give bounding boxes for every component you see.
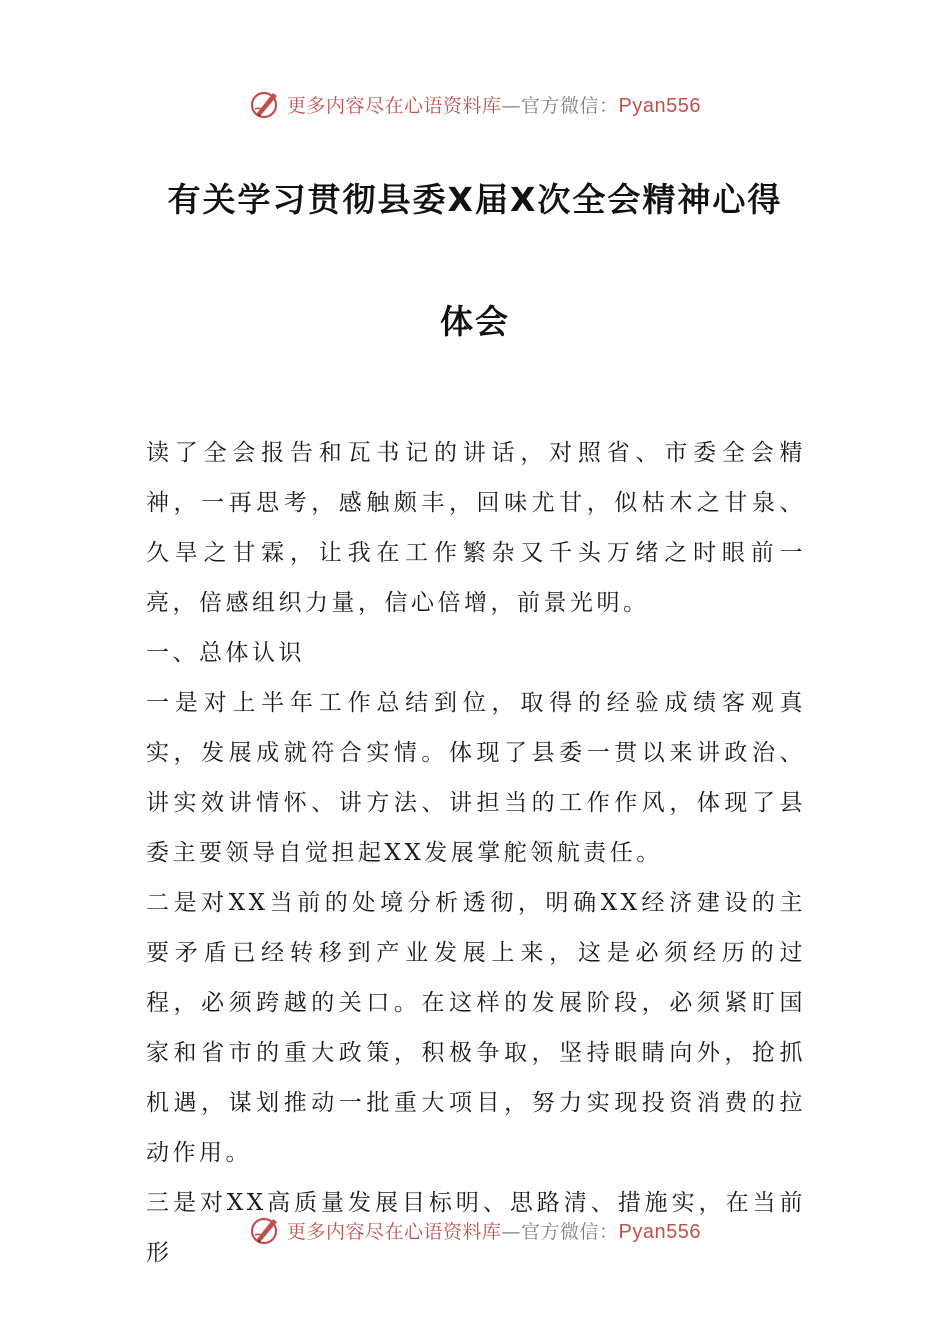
section-heading: 一、总体认识 xyxy=(146,640,305,666)
banner-sub-text: 官方微信： xyxy=(521,94,619,117)
banner-wechat-id: Pyan556 xyxy=(618,1220,701,1243)
paragraph: 二是对XX当前的处境分析透彻，明确XX经济建设的主要矛盾已经转移到产业发展上来，这是必须经历的过程，必须跨越的关口。在这样的发展阶段，必须紧盯国家和省市的重大政策，积极争取，坚持眼睛向外，抢抓机遇，谋划推动一批重大项目，努力实现投资消费的拉动作用。 xyxy=(146,890,806,1166)
paragraph: 三是对XX高质量发展目标明、思路清、措施实，在当前形 xyxy=(146,1190,806,1266)
footer-banner xyxy=(0,1210,950,1250)
header-banner xyxy=(0,84,950,124)
document-body xyxy=(146,428,806,1278)
banner-wechat-id: Pyan556 xyxy=(618,94,701,117)
document-title-line2: 体会 xyxy=(440,302,510,341)
pen-logo-icon xyxy=(249,87,283,121)
banner-main-text: 更多内容尽在心语资料库 xyxy=(287,94,502,117)
pen-logo-icon xyxy=(249,1213,283,1247)
banner-dash: — xyxy=(501,1220,522,1243)
banner-text xyxy=(287,1217,701,1244)
paragraph: 一是对上半年工作总结到位，取得的经验成绩客观真实，发展成就符合实情。体现了县委一贯以来讲政治、讲实效讲情怀、讲方法、讲担当的工作作风，体现了县委主要领导自觉担起XX发展掌舵领航责任。 xyxy=(146,690,806,866)
paragraph: 读了全会报告和瓦书记的讲话，对照省、市委全会精神，一再思考，感触颇丰，回味尤甘，似枯木之甘泉、久旱之甘霖，让我在工作繁杂又千头万绪之时眼前一亮，倍感组织力量，信心倍增，前景光明。 xyxy=(146,440,806,616)
banner-text xyxy=(287,91,701,118)
banner-main-text: 更多内容尽在心语资料库 xyxy=(287,1220,502,1243)
banner-dash: — xyxy=(501,94,522,117)
banner-sub-text: 官方微信： xyxy=(521,1220,619,1243)
document-title-line1: 有关学习贯彻县委X届X次全会精神心得 xyxy=(167,180,783,219)
